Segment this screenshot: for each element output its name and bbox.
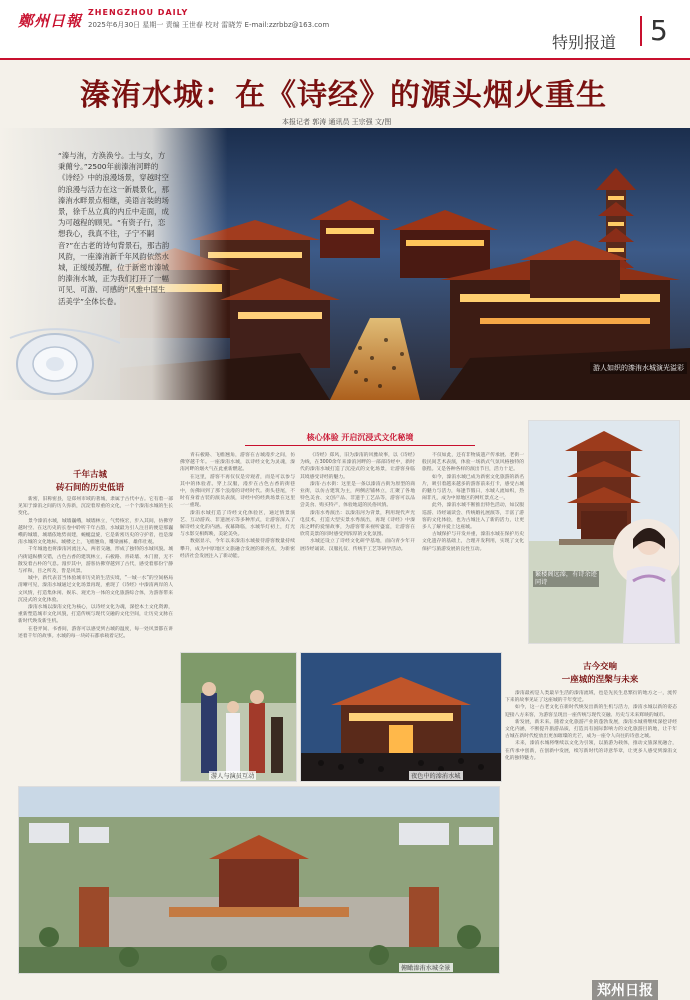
gate-photo — [300, 652, 502, 782]
col2-p3: 溱洧水城打造了诗经文化体验区，通过情景演艺、互动游戏、非遗展示等多种形式，让游客深入了解诗经文化的内涵。夜幕降临，水城华灯初上，灯光与水影交相辉映，美轮美奂。 — [180, 510, 295, 538]
column-5 — [505, 690, 677, 972]
col1-p2: 景今溱洧水城，城墙巍峨，城墙林立，气势恢宏，步入其间，仿佛穿越时空、在这历史的长卷中聆听千年古韵，水城最为引人注目的便是那巍峨的城墙，城墙依地势而建，蜿蜒盘旋，它是新密历史的守护者，也是溱洧水城的文化地标。城楼之上，飞檐翘角，雕梁画栋，雄伟壮观。 — [18, 518, 173, 546]
newspaper-logo: 鄭州日報 — [18, 12, 83, 30]
section-name: 特别报道 — [552, 33, 617, 52]
performers-caption: 游人与演员互动 — [211, 773, 255, 780]
headline: 溱洧水城：在《诗经》的源头烟火重生 — [80, 78, 607, 113]
col2-p1: 青石板路、飞檐翘角，游客在古城漫步之间，仿佛穿越千年。一座溱洧水城，以诗经文化为灵魂，溱洧河畔的烟火气在此重新燃起。 — [180, 453, 295, 473]
col4-p4: 古城保护与开发并重，溱洧水城在保护历史文化遗存的基础上，合理开发利用，实现了文化保护与旅游发展的良性互动。 — [422, 532, 524, 552]
col1-p1: 新密，旧称密县，是郑州市域的著城，隶属于古代中古。它有着一部见知于溱洧之间的历久弥新，沉淀着厚重的文化，一个个溱洧水城的生长变化。 — [18, 497, 173, 517]
col3-p3: 溱洧水秀演出：以溱洧河为背景，利用现代声光电技术，打造大型实景水秀演出，再现《诗经》中溱洧之畔的爱情故事，为游客带来视听盛宴，让游客在欣赏美景的同时感受到浓厚的文化氛围。 — [300, 510, 415, 538]
col2-p4: 数据显示，今年以来溱洧水城接待游客数量持续攀升，成为中原地区文旅融合发展的新亮点，为新密经济社会发展注入了新动能。 — [180, 539, 295, 559]
pavilion-photo — [528, 420, 680, 644]
page-number: 5 — [640, 16, 668, 46]
col1-p5: 溱洧水城以溱洧文化为核心，以诗经文化为魂，深挖本土文化资源，重新塑造城市文化风貌，打造传统与现代交融的文化空间，让历史文脉在新时代焕发新生机。 — [18, 605, 173, 625]
col1-p4: 城中，新代表首当体验城市历史的生活实境，“一城一水”的空间格局清晰可见，溱洧水城通过文化场景再现，重现了《诗经》中溱洧两岸的人文风情，打造集休闲、娱乐、观光为一体的文化旅游综合体，为游客带来沉浸式的文化体验。 — [18, 576, 173, 603]
col3-p4: 水城还设立了诗经文化研学基地，面向青少年开展诗经诵读、汉服礼仪、传统手工艺等研学活动。 — [300, 539, 415, 552]
newspaper-name-en: ZHENGZHOU DAILY — [88, 8, 189, 17]
column-1 — [18, 496, 173, 776]
col5-p2: 如今，这一古老文化在新时代焕发出新的生机与活力，溱洧水城以新的姿态迎接八方来客，为游客呈现出一座传统与现代交融、历史与未来辉映的城市。 — [505, 705, 677, 718]
watermark: 郑州日报 — [592, 980, 658, 1000]
col4-p2: 如今，溱洧水城已成为新密文化旅游的新名片，吸引着越来越多的游客前来打卡，感受古城的魅力与活力，每逢节假日，水城人流如织，热闹非凡，成为中原地区的网红景点之一。 — [422, 474, 524, 502]
col5-p1: 溱洧最初是人类最早生活的溱洧流域，也是先民生息繁衍的地方之一，流传下来的故事见证了这座城的千年变迁。 — [505, 691, 677, 704]
col3-p2: 溱洧·古水街：这里是一条以溱洧古街为原型的商业街，以仿古建筑为主，两侧店铺林立，汇聚了各地特色美食、文创产品、非遗手工艺品等，游客可以品尝美食、购买特产，体验地道的民俗风情。 — [300, 481, 415, 509]
dateline: 2025年6月30日 星期一 责编 王世春 校对 雷晓芳 E-mail:zzrbbz@163.com — [88, 21, 330, 29]
col5-p3: 新发展，新未来。随着文化旅游产业的蓬勃发展，溱洧水城将继续深挖诗经文化内涵，不断提升旅游品质，打造具有国际影响力的文化旅游目的地，让千年古城在新时代绽放出更加璀璨的光芒，成为一座令人向往的诗意之城。 — [505, 719, 677, 740]
aerial-photo — [18, 786, 500, 974]
gate-caption: 夜色中的溱洧水城 — [411, 773, 461, 780]
masthead — [0, 0, 690, 60]
hero-caption: 游人如织的溱洧水城演光溢彩 — [590, 362, 687, 374]
aerial-caption: 俯瞰溱洧水城全景 — [401, 965, 451, 972]
byline: 本报记者 郭涛 通讯员 王宗强 文/图 — [282, 118, 392, 126]
divider — [245, 445, 475, 446]
column-4 — [422, 452, 524, 634]
col1-p3: 千年城池也将溱洧河流注入，两者交融，形成了独特的水城风貌。城内街道纵横交错，古色古香的建筑林立，石板路、青砖墙、木门窗，无不散发着古朴的气息。漫步其中，游客仿佛穿越到了古代，感受着那份宁静与祥和，目之所及，皆是风景。 — [18, 547, 173, 575]
section-title-core: 核心体验 开启沉浸式文化秘境 — [306, 433, 414, 442]
pavilion-caption: 繁楼阁远溱，有诗余迹同诗 — [533, 571, 599, 587]
col1-p6: 在巷弄间、书香间，游客可以感受到古城的温度，每一处风景都在讲述着千年的故事。水城的每一块砖石都承载着记忆。 — [18, 626, 173, 639]
col4-p3: 此外，溱洧水城不断推出特色活动，如汉服巡游、诗经诵读会、传统婚礼展演等，丰富了游客的文化体验，也为古城注入了新的活力，让更多人了解并爱上这座城。 — [422, 503, 524, 531]
section-title-millennium-1: 千年古城 — [72, 470, 107, 480]
performers-photo — [180, 652, 297, 782]
col5-p4: 未来，溱洧水城将继续以文化为引领，以旅游为载体，推动文旅深度融合，在传承中创新，在创新中发展，续写新时代的诗意华章，让更多人感受到溱洧文化的独特魅力。 — [505, 741, 677, 761]
column-2 — [180, 452, 295, 634]
section-title-millennium-2: 砖石间的历史低语 — [55, 483, 124, 493]
col2-p2: 在这里，游客不再仅仅是旁观者，而是可以参与其中的体验者。穿上汉服，漫步在古色古香的街巷中，仿佛回到了那个浪漫的诗经时代。街头巷尾，不时有身着古装的演员表演，诗经中的经典场景在这里一一重现。 — [180, 474, 295, 509]
col3-p1: 《诗经》郑风，旧为溱洧的风雅故事，以《诗经》为线，在3000余年来溱洧河畔的一部部诗经中，新时代的溱洧水城打造了沉浸式的文化场景，让游客身临其境感受诗经的魅力。 — [300, 453, 415, 480]
section-title-ancient-2: 一座城的涅槃与未来 — [561, 675, 639, 685]
column-3 — [300, 452, 415, 634]
col4-p1: 不仅如此，还有非物质遗产传承展、老街一般民间艺术表演，体验一场新式气氛风格独特的旅程。又是各种各样的演出节目，活力十足。 — [422, 453, 524, 473]
section-title-ancient-1: 古今交响 — [582, 662, 617, 672]
intro-paragraph: “溱与洧，方涣涣兮。士与女，方秉蕑兮。”2500年前溱洧河畔的《诗经》中的浪漫场景，穿越时空的浪漫与活力在这一新晨景化，那溱洧水畔景点相继，美语言装的场景，徐千丛立真的内丘中走面，成为可越程的顾见。“有资子行，恋想我心，我真不往，子宁不嗣音?”在古老的诗句背景石，那古韵风韵，一座溱洧新千年风韵依然水城，正缓缓苏醒，位于新密市溱城的溱洧水城，正为我们打开了一幅可见、可游、可感的“风雅中国生活美学”全体长卷。 — [58, 151, 170, 306]
